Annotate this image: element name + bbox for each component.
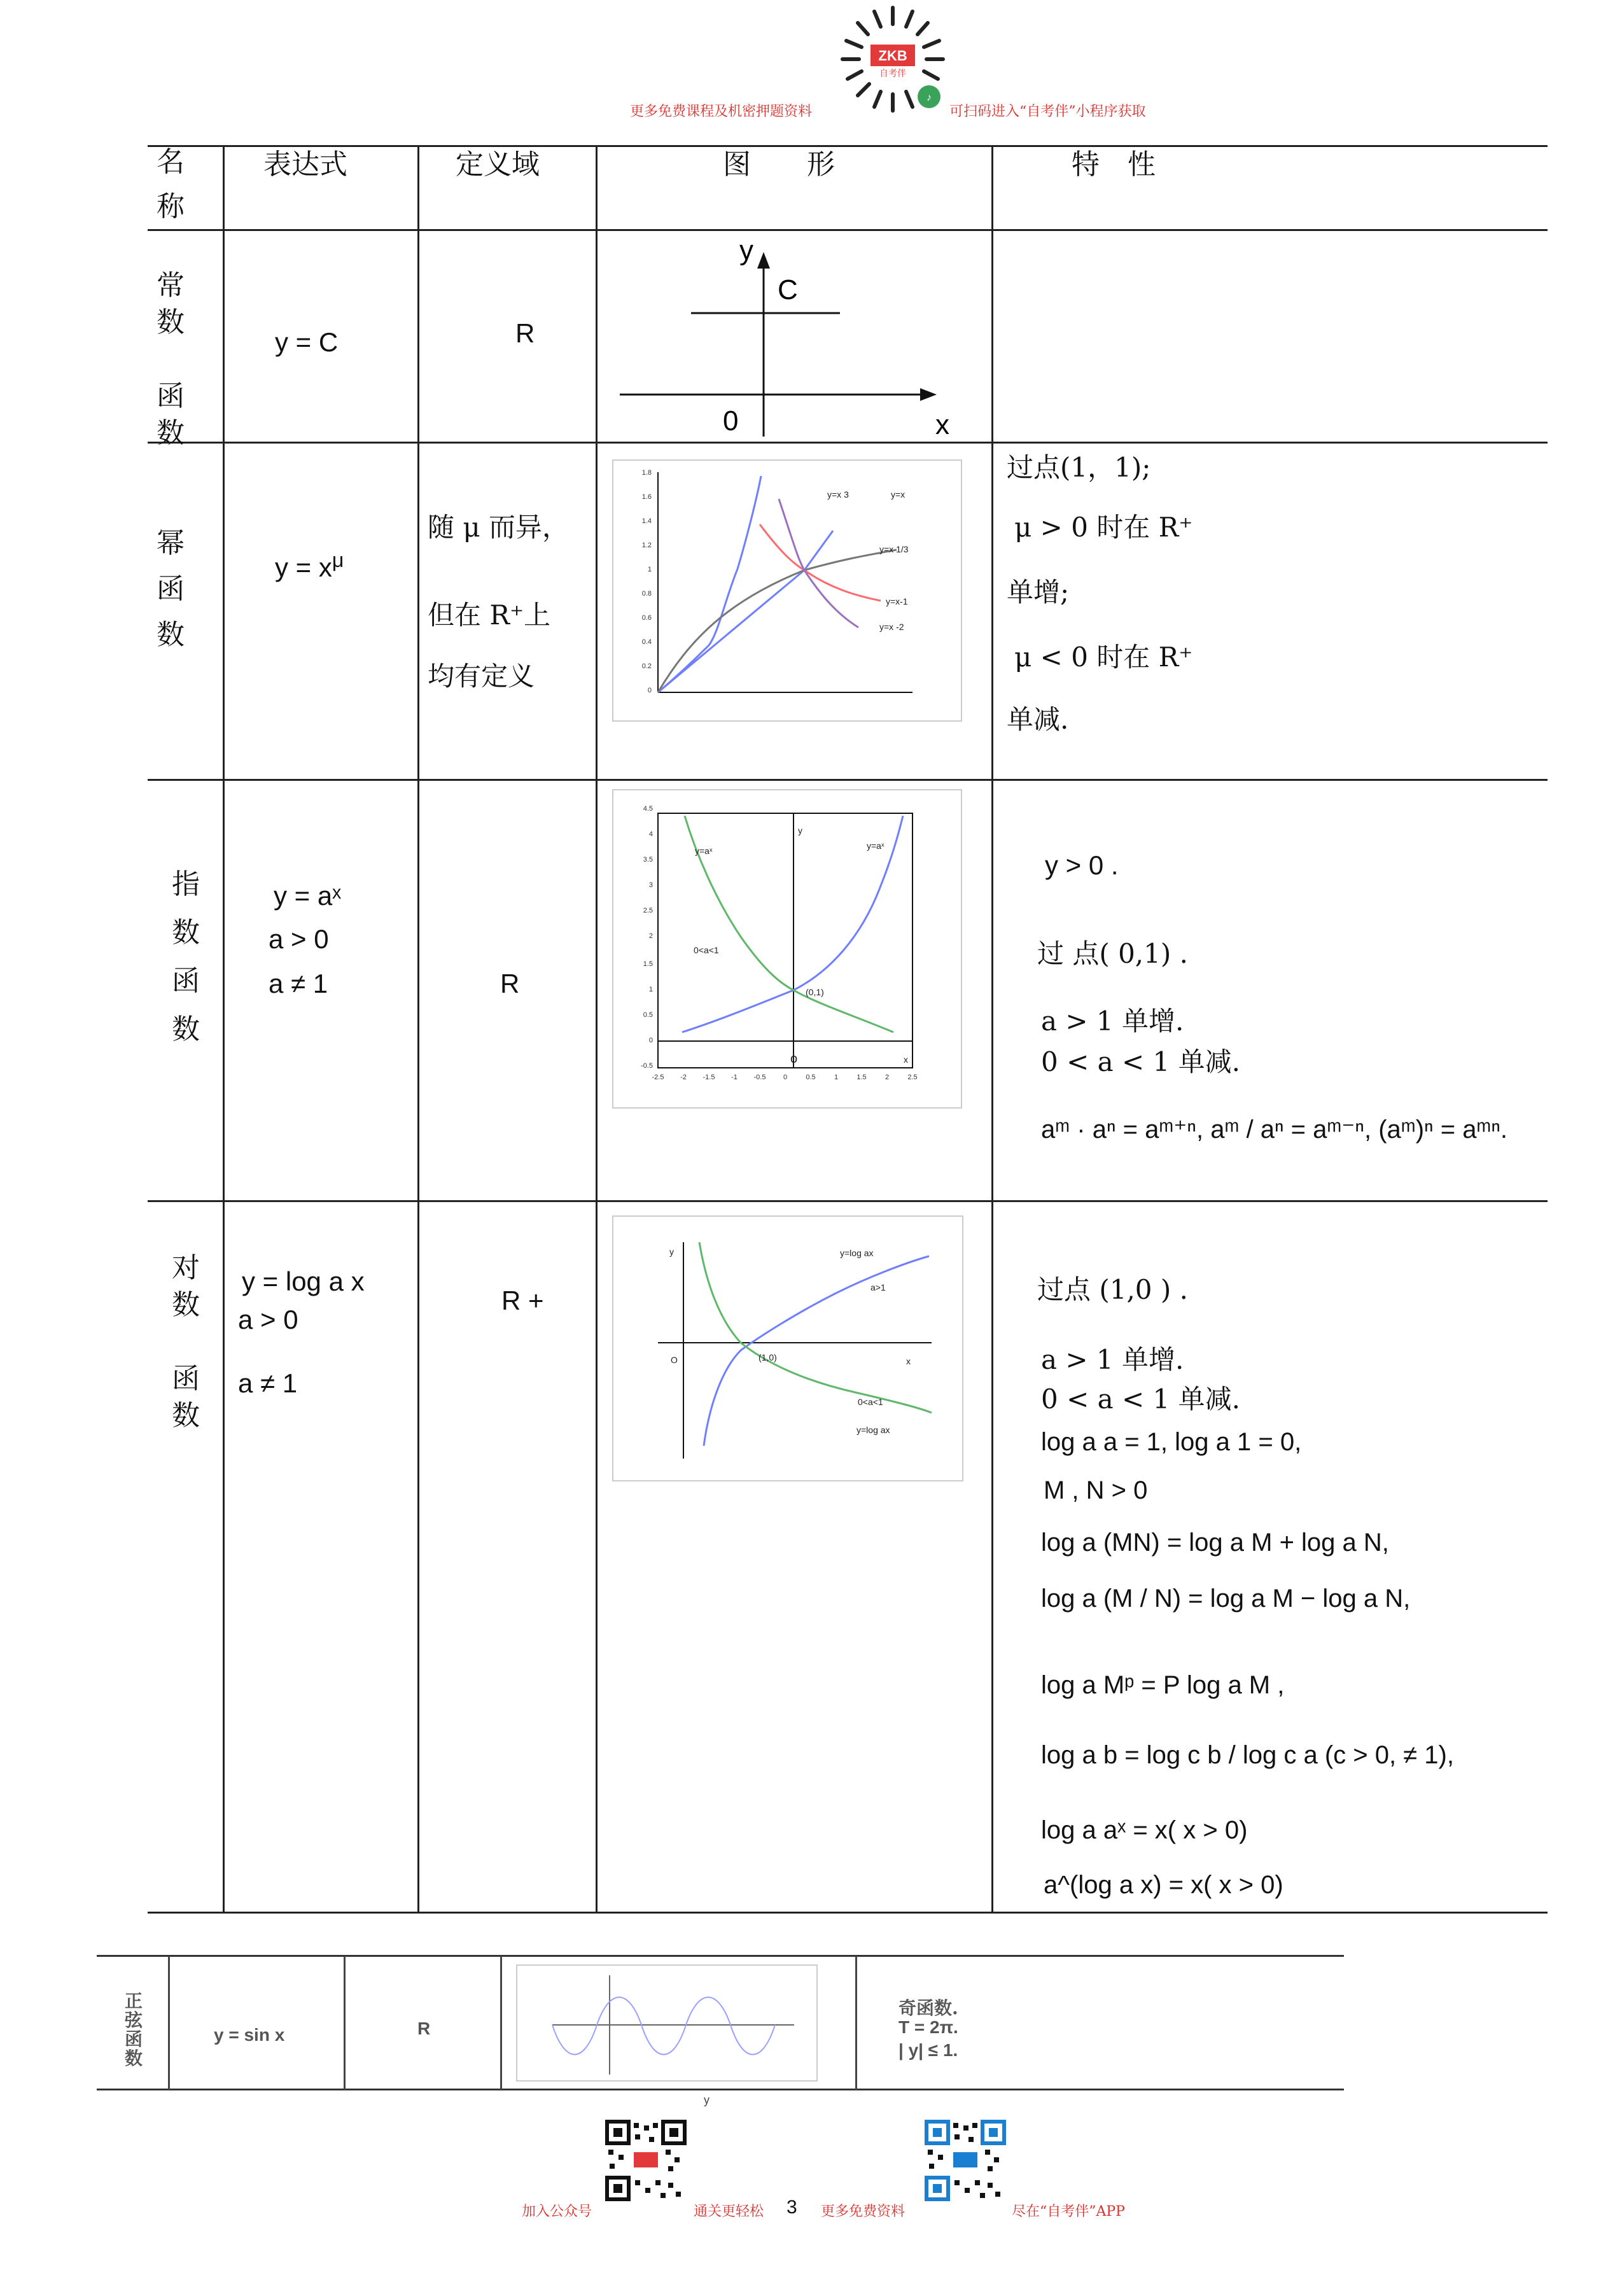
- curve-x3: [658, 476, 761, 692]
- exp-ytick: 2: [648, 932, 653, 940]
- row4-prop-1: 过点 (1,0 ) .: [1037, 1274, 1188, 1305]
- row2-name: 幂 函 数: [157, 527, 185, 651]
- qr-code-right: [924, 2119, 1007, 2202]
- power-ytick: 1: [647, 566, 652, 573]
- exp-ytick: 1.5: [643, 960, 653, 968]
- log-origin: O: [671, 1355, 678, 1365]
- power-ytick: 1.4: [641, 517, 652, 525]
- exp-xtick: 1: [834, 1074, 839, 1081]
- log-a-gt1: a>1: [870, 1282, 886, 1292]
- power-ytick: 0.2: [641, 662, 652, 670]
- exp-origin: o: [790, 1052, 798, 1066]
- row3-prop-5: aᵐ · aⁿ = aᵐ⁺ⁿ, aᵐ / aⁿ = aᵐ⁻ⁿ, (aᵐ)ⁿ = aᵐⁿ.: [1041, 1116, 1508, 1144]
- table-bottom-rule: [148, 1912, 1548, 1914]
- logo-sub: 自考伴: [879, 69, 906, 79]
- row4-prop-8: log a Mᵖ = P log a M ,: [1041, 1671, 1285, 1699]
- const-o-label: 0: [723, 405, 739, 437]
- table-top-rule: [148, 145, 1548, 147]
- row2-rule: [148, 779, 1548, 781]
- row4-prop-9: log a b = log c b / log c a (c > 0, ≠ 1),: [1041, 1741, 1454, 1769]
- sine-domain: R: [417, 2019, 431, 2038]
- exp-graph-frame: [612, 789, 962, 1109]
- row4-prop-4: log a a = 1, log a 1 = 0,: [1041, 1428, 1302, 1456]
- curve-x13: [658, 550, 897, 692]
- power-label: y=x-1: [886, 596, 908, 606]
- header-left-caption: 更多免费课程及机密押题资料: [630, 104, 813, 120]
- exp-range-label: 0<a<1: [694, 945, 719, 955]
- power-label: y=x: [891, 489, 905, 500]
- footer-left-caption: 加入公众号: [522, 2204, 592, 2220]
- row3-expr-2: a > 0: [269, 924, 329, 954]
- header-right-caption: 可扫码进入“自考伴”小程序获取: [949, 104, 1146, 120]
- exp-ytick: 0: [648, 1037, 653, 1044]
- power-ytick: 1.6: [641, 493, 652, 501]
- row2-prop-5: 单减.: [1007, 704, 1069, 735]
- sine-col-1: [168, 1956, 170, 2090]
- const-c-label: C: [778, 274, 798, 305]
- exp-xtick: -2.5: [652, 1074, 664, 1081]
- header-props: 特 性: [1072, 148, 1156, 181]
- exp-xtick: 2.5: [907, 1074, 918, 1081]
- sine-prop-3: | y| ≤ 1.: [898, 2040, 958, 2060]
- header-graph: 图 形: [723, 148, 835, 181]
- power-label: y=x 3: [827, 489, 849, 500]
- exp-graph: [613, 790, 961, 1107]
- logo-text: ZKB: [878, 48, 907, 64]
- exp-xtick: 1.5: [856, 1074, 867, 1081]
- header-domain: 定义域: [456, 148, 540, 181]
- const-y-label: y: [739, 235, 753, 266]
- log-y-axis: y: [669, 1247, 674, 1257]
- zkb-logo: [839, 5, 947, 113]
- row3-prop-4: 0 < a < 1 单减.: [1041, 1046, 1240, 1077]
- row3-expr-3: a ≠ 1: [269, 969, 328, 998]
- exp-ytick: 0.5: [643, 1011, 653, 1019]
- power-graph-frame: [612, 459, 962, 722]
- exp-ytick: 4.5: [643, 805, 653, 813]
- log-graph-frame: [612, 1215, 963, 1481]
- row2-prop-2: μ > 0 时在 R⁺: [1014, 512, 1193, 543]
- log-top-label: y=log ax: [840, 1248, 874, 1258]
- power-ytick: 0: [647, 687, 652, 694]
- row4-prop-3: 0 < a < 1 单减.: [1041, 1383, 1240, 1415]
- sine-bottom-rule: [97, 2089, 1344, 2090]
- exp-xtick: 0.5: [806, 1074, 816, 1081]
- const-x-label: x: [935, 409, 949, 439]
- exp-ytick: 2.5: [643, 907, 653, 914]
- row1-rule: [148, 442, 1548, 444]
- sine-col-4: [855, 1956, 857, 2090]
- row3-domain: R: [500, 969, 520, 998]
- power-graph: [613, 461, 961, 720]
- row4-prop-7: log a (M / N) = log a M − log a N,: [1041, 1585, 1411, 1613]
- qr-code-left: [605, 2119, 687, 2202]
- exp-xtick: -1.5: [703, 1074, 715, 1081]
- footer-right-caption: 尽在“自考伴”APP: [1012, 2204, 1125, 2220]
- power-expr-exp: μ: [332, 549, 344, 571]
- row3-prop-2: 过 点( 0,1) .: [1037, 938, 1188, 969]
- const-graph: [605, 233, 986, 439]
- exp-ytick: 3.5: [643, 856, 653, 864]
- sine-prop-2: T = 2π.: [898, 2017, 958, 2037]
- exp-ytick: 4: [648, 830, 653, 838]
- row2-domain-2: 但在 R⁺上: [428, 599, 551, 631]
- exp-ytick: 3: [648, 881, 653, 889]
- row2-prop-4: μ < 0 时在 R⁺: [1014, 641, 1193, 673]
- log-x-axis: x: [906, 1356, 911, 1366]
- row3-prop-1: y > 0 .: [1045, 850, 1119, 880]
- sine-graph: [514, 1963, 820, 2083]
- sine-col-3: [500, 1956, 502, 2090]
- sine-name: 正 弦 函 数: [125, 1991, 143, 2069]
- power-label: y=x -2: [879, 622, 904, 632]
- page-number: 3: [787, 2197, 797, 2218]
- power-ytick: 1.8: [641, 469, 652, 477]
- sine-col-2: [344, 1956, 346, 2090]
- exp-ytick: -0.5: [641, 1062, 653, 1070]
- row3-name: 指 数 函 数: [172, 868, 200, 1046]
- exp-x-axis: x: [904, 1054, 908, 1065]
- exp-y-axis: y: [798, 825, 802, 836]
- row3-rule: [148, 1200, 1548, 1202]
- row4-expr-2: a > 0: [238, 1305, 298, 1334]
- power-ytick: 0.8: [641, 590, 652, 598]
- power-ytick: 0.6: [641, 614, 652, 622]
- row4-prop-11: a^(log a x) = x( x > 0): [1044, 1871, 1283, 1899]
- row3-prop-3: a > 1 单增.: [1041, 1005, 1184, 1037]
- row1-expr: y = C: [275, 327, 339, 357]
- sine-expr: y = sin x: [214, 2025, 285, 2045]
- power-ytick: 1.2: [641, 542, 652, 549]
- sine-top-rule: [97, 1955, 1344, 1957]
- row2-prop-3: 单增;: [1007, 577, 1070, 608]
- curve-x-2: [779, 499, 858, 627]
- exp-left-label: y=aˣ: [695, 846, 713, 856]
- row4-domain: R +: [501, 1285, 544, 1315]
- header-rule: [148, 229, 1548, 231]
- footer-mid-caption: 通关更轻松: [694, 2204, 764, 2220]
- row2-prop-1: 过点(1，1);: [1007, 452, 1151, 483]
- col-line-1: [223, 146, 225, 1913]
- log-bottom-label: y=log ax: [856, 1425, 890, 1435]
- row4-expr-3: a ≠ 1: [238, 1368, 298, 1398]
- exp-xtick: -1: [731, 1074, 738, 1081]
- exp-right-label: y=aˣ: [867, 841, 884, 851]
- sine-prop-1: 奇函数.: [898, 1998, 958, 2019]
- power-ytick: 0.4: [641, 638, 652, 646]
- footer-mid2-caption: 更多免费资料: [821, 2204, 905, 2220]
- row1-name: 常 数 函 数: [157, 269, 185, 449]
- exp-xtick: -0.5: [753, 1074, 766, 1081]
- exp-xtick: -2: [680, 1074, 687, 1081]
- log-curve-growth: [704, 1256, 929, 1446]
- row1-domain: R: [515, 318, 535, 348]
- exp-xtick: 2: [884, 1074, 890, 1081]
- header-name: 名 称: [157, 146, 185, 223]
- exp-ytick: 1: [648, 986, 653, 993]
- power-label: y=x 1/3: [879, 544, 909, 554]
- row2-domain-1: 随 μ 而异，: [428, 512, 569, 543]
- log-point: (1,0): [759, 1352, 777, 1362]
- row3-expr-1: y = aˣ: [274, 881, 342, 911]
- curve-x-1: [760, 524, 881, 601]
- row2-domain-3: 均有定义: [428, 661, 535, 692]
- row4-name: 对 数 函 数: [172, 1252, 200, 1432]
- stray-y: y: [704, 2094, 710, 2106]
- row4-prop-2: a > 1 单增.: [1041, 1344, 1184, 1375]
- exp-point-label: (0,1): [806, 987, 824, 997]
- exp-xtick: 0: [783, 1074, 788, 1081]
- row4-prop-5: M , N > 0: [1044, 1476, 1148, 1504]
- log-graph: [613, 1217, 962, 1480]
- row4-prop-6: log a (MN) = log a M + log a N,: [1041, 1529, 1389, 1557]
- power-expr-base: y = x: [275, 552, 332, 582]
- log-a-lt1: 0<a<1: [858, 1397, 883, 1407]
- row4-prop-10: log a aˣ = x( x > 0): [1041, 1816, 1248, 1844]
- row2-expr: [275, 549, 344, 583]
- row4-expr-1: y = log a x: [242, 1266, 365, 1296]
- col-line-4: [991, 146, 993, 1913]
- col-line-3: [596, 146, 598, 1913]
- col-line-2: [417, 146, 419, 1913]
- svg-text:♪: ♪: [926, 92, 932, 103]
- header-expr: 表达式: [263, 148, 347, 181]
